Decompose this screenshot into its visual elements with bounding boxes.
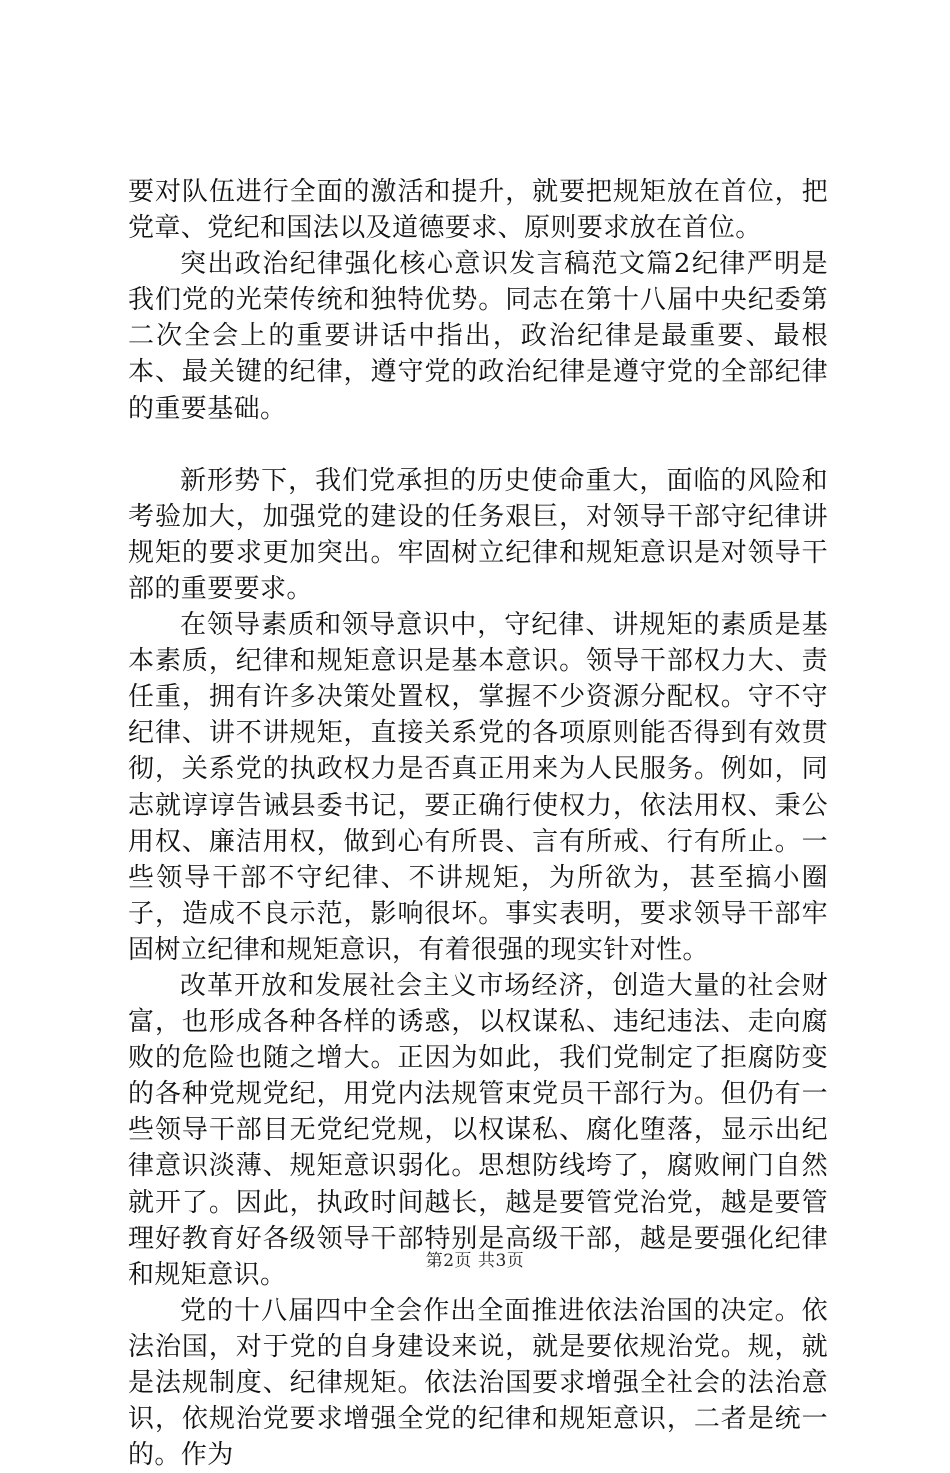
document-body: [128, 174, 828, 1473]
paragraph-rule-of-law: 党的十八届四中全会作出全面推进依法治国的决定。依法治国，对于党的自身建设来说，就是要依规治党。规，就是法规制度、纪律规矩。依法治国要求增强全社会的法治意识，依规治党要求增强全党的纪律和规矩意识，二者是统一的。作为: [128, 1295, 828, 1471]
paragraph-new-situation: 新形势下，我们党承担的历史使命重大，面临的风险和考验加大，加强党的建设的任务艰巨，对领导干部守纪律讲规矩的要求更加突出。牢固树立纪律和规矩意识是对领导干部的重要要求。: [128, 465, 828, 604]
paragraph-reform-opening: 改革开放和发展社会主义市场经济，创造大量的社会财富，也形成各种各样的诱惑，以权谋私、违纪违法、走向腐败的危险也随之增大。正因为如此，我们党制定了拒腐防变的各种党规党纪，用党内法规管束党员干部行为。但仍有一些领导干部目无党纪党规，以权谋私、腐化堕落，显示出纪律意识淡薄、规矩意识弱化。思想防线垮了，腐败闸门自然就开了。因此，执政时间越长，越是要管党治党，越是要管理好教育好各级领导干部特别是高级干部，越是要强化纪律和规矩意识。: [128, 970, 828, 1290]
page-footer: 第2页 共3页: [425, 1251, 525, 1271]
paragraph-continuation: 要对队伍进行全面的激活和提升，就要把规矩放在首位，把党章、党纪和国法以及道德要求、原则要求放在首位。: [128, 177, 828, 244]
paragraph-leadership-quality: 在领导素质和领导意识中，守纪律、讲规矩的素质是基本素质，纪律和规矩意识是基本意识。领导干部权力大、责任重，拥有许多决策处置权，掌握不少资源分配权。守不守纪律、讲不讲规矩，直接关系党的各项原则能否得到有效贯彻，关系党的执政权力是否真正用来为人民服务。例如，同志就谆谆告诫县委书记，要正确行使权力，依法用权、秉公用权、廉洁用权，做到心有所畏、言有所戒、行有所止。一些领导干部不守纪律、不讲规矩，为所欲为，甚至搞小圈子，造成不良示范，影响很坏。事实表明，要求领导干部牢固树立纪律和规矩意识，有着很强的现实针对性。: [128, 610, 828, 965]
paragraph-political-discipline: 突出政治纪律强化核心意识发言稿范文篇2纪律严明是我们党的光荣传统和独特优势。同志在第十八届中央纪委第二次全会上的重要讲话中指出，政治纪律是最重要、最根本、最关键的纪律，遵守党的政治纪律是遵守党的全部纪律的重要基础。: [128, 249, 828, 424]
